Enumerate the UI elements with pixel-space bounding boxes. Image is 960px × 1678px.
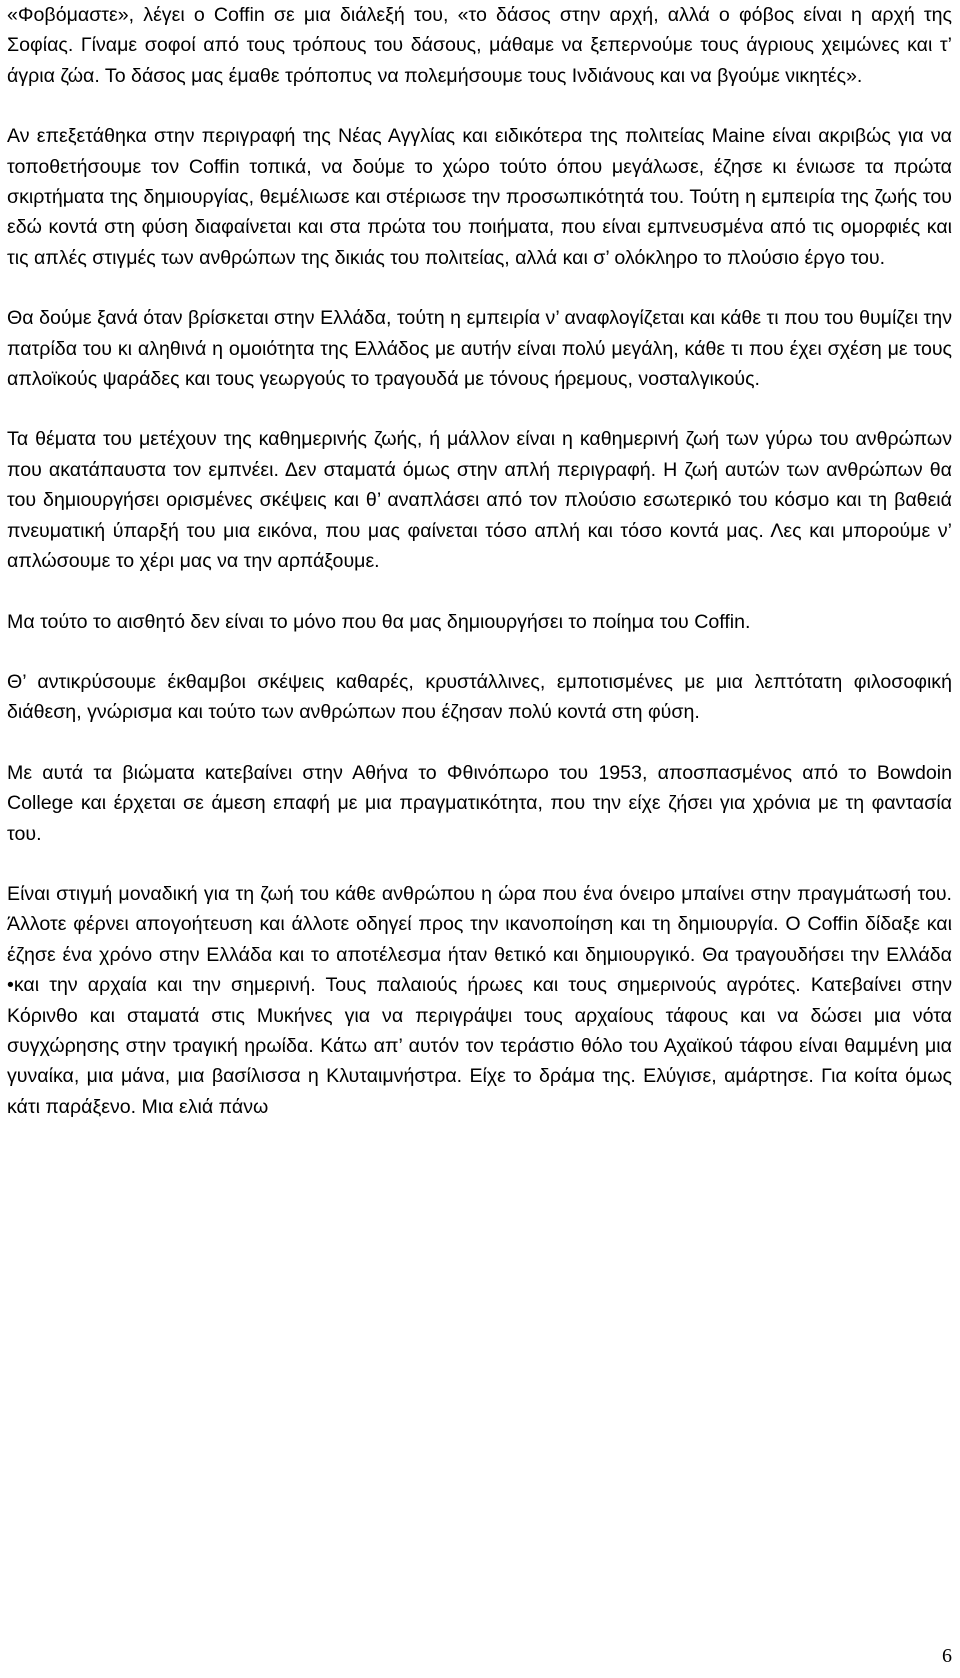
paragraph-unique-moment: Είναι στιγμή μοναδική για τη ζωή του κάθε ανθρώπου η ώρα που ένα όνειρο μπαίνει στην πραγμάτωσή του. Άλλοτε φέρνει απογοήτευση και άλλοτε οδηγεί προς την ικανοποίηση και τη δημιουργία. Ο Coffin δίδαξε και έζησε ένα χρόνο στην Ελλάδα και το αποτέλεσμα ήταν θετικό και δημιουργικό. Θα τραγουδήσει την Ελλάδα •και την αρχαία και την σημερινή. Τους παλαιούς ήρωες και τους σημερινούς αγρότες. Κατεβαίνει στην Κόρινθο και σταματά στις Μυκήνες για να περιγράψει τους αρχαίους τάφους και να δώσει μια νότα συγχώρησης στην τραγική ηρωίδα. Κάτω απ’ αυτόν τον τεράστιο θόλο του Αχαϊκού τάφου είναι θαμμένη μια γυναίκα, μια μάνα, μια βασίλισσα η Κλυταιμνήστρα. Είχε το δράμα της. Ελύγισε, αμάρτησε. Για κοίτα όμως κάτι παράξενο. Μια ελιά πάνω bbox=[7, 882, 952, 1118]
paragraph-everyday-life-themes: Τα θέματα του μετέχουν της καθημερινής ζωής, ή μάλλον είναι η καθημερινή ζωή των γύρω του ανθρώπων που ακατάπαυστα τον εμπνέει. Δεν σταματά όμως στην απλή περιγραφή. Η ζωή αυτών των ανθρώπων θα του δημιουργήσει ορισμένες σκέψεις και θ’ αναπλάσει από τον πλούσιο εσωτερικό του κόσμο και τη βαθειά πνευματική ύπαρξή του μια εικόνα, που μας φαίνεται τόσο απλή και τόσο κοντά μας. Λες και μπορούμε ν’ απλώσουμε το χέρι μας να την αρπάξουμε. bbox=[7, 428, 952, 573]
paragraph-gap bbox=[7, 394, 952, 424]
paragraph-new-england-maine: Αν επεξετάθηκα στην περιγραφή της Νέας Αγγλίας και ειδικότερα της πολιτείας Maine είναι ακριβώς για να τοποθετήσουμε τον Coffin τοπικά, να δούμε το χώρο τούτο όπου μεγάλωσε, έζησε κι ένιωσε τα πρώτα σκιρτήματα της δημιουργίας, θεμέλιωσε και στέριωσε την προσωπικότητά του. Τούτη η εμπειρία της ζωής του εδώ κοντά στη φύση διαφαίνεται και στα πρώτα του ποιήματα, που είναι εμπνευσμένα από τις ομορφιές και τις απλές στιγμές των ανθρώπων της δικιάς του πολιτείας, αλλά και σ’ ολόκληρο το πλούσιο έργο του. bbox=[7, 125, 952, 269]
paragraph-gap bbox=[7, 577, 952, 607]
paragraph-gap bbox=[7, 849, 952, 879]
paragraph-gap bbox=[7, 637, 952, 667]
paragraph-greece-experience: Θα δούμε ξανά όταν βρίσκεται στην Ελλάδα, τούτη η εμπειρία ν’ αναφλογίζεται και κάθε τι που του θυμίζει την πατρίδα του κι αληθινά η ομοιότητα της Ελλάδος με αυτήν είναι πολύ μεγάλη, κάθε τι που έχει σχέση με τους απλοϊκούς ψαράδες και τους γεωργούς το τραγουδά με τόνους ήρεμους, νοσταλγικούς. bbox=[7, 307, 952, 391]
body-text bbox=[7, 0, 952, 1122]
paragraph-athens-1953: Με αυτά τα βιώματα κατεβαίνει στην Αθήνα το Φθινόπωρο του 1953, αποσπασμένος από το Bowdoin College και έρχεται σε άμεση επαφή με μια πραγματικότητα, που την είχε ζήσει για χρόνια με τη φαντασία του. bbox=[7, 761, 952, 845]
paragraph-gap bbox=[7, 728, 952, 758]
paragraph-gap bbox=[7, 91, 952, 121]
page-number: 6 bbox=[942, 1645, 952, 1667]
paragraph-gap bbox=[7, 273, 952, 303]
paragraph-coffin-quote: «Φοβόμαστε», λέγει ο Coffin σε μια διάλεξή του, «το δάσος στην αρχή, αλλά ο φόβος είναι η αρχή της Σοφίας. Γίναμε σοφοί από τους τρόπους του δάσους, μάθαμε να ξεπερνούμε τους άγριους χειμώνες και τ’ άγρια ζώα. Το δάσος μας έμαθε τρόποπυς να πολεμήσουμε τους Ινδιάνους και να βγούμε νικητές». bbox=[7, 4, 952, 87]
paragraph-clear-thoughts: Θ’ αντικρύσουμε έκθαμβοι σκέψεις καθαρές, κρυστάλλινες, εμποτισμένες με μια λεπτότατη φιλοσοφική διάθεση, γνώρισμα και τούτο των ανθρώπων που έζησαν πολύ κοντά στη φύση. bbox=[7, 670, 952, 724]
paragraph-poem-creation: Μα τούτο το αισθητό δεν είναι το μόνο που θα μας δημιουργήσει το ποίημα του Coffin. bbox=[7, 610, 751, 633]
